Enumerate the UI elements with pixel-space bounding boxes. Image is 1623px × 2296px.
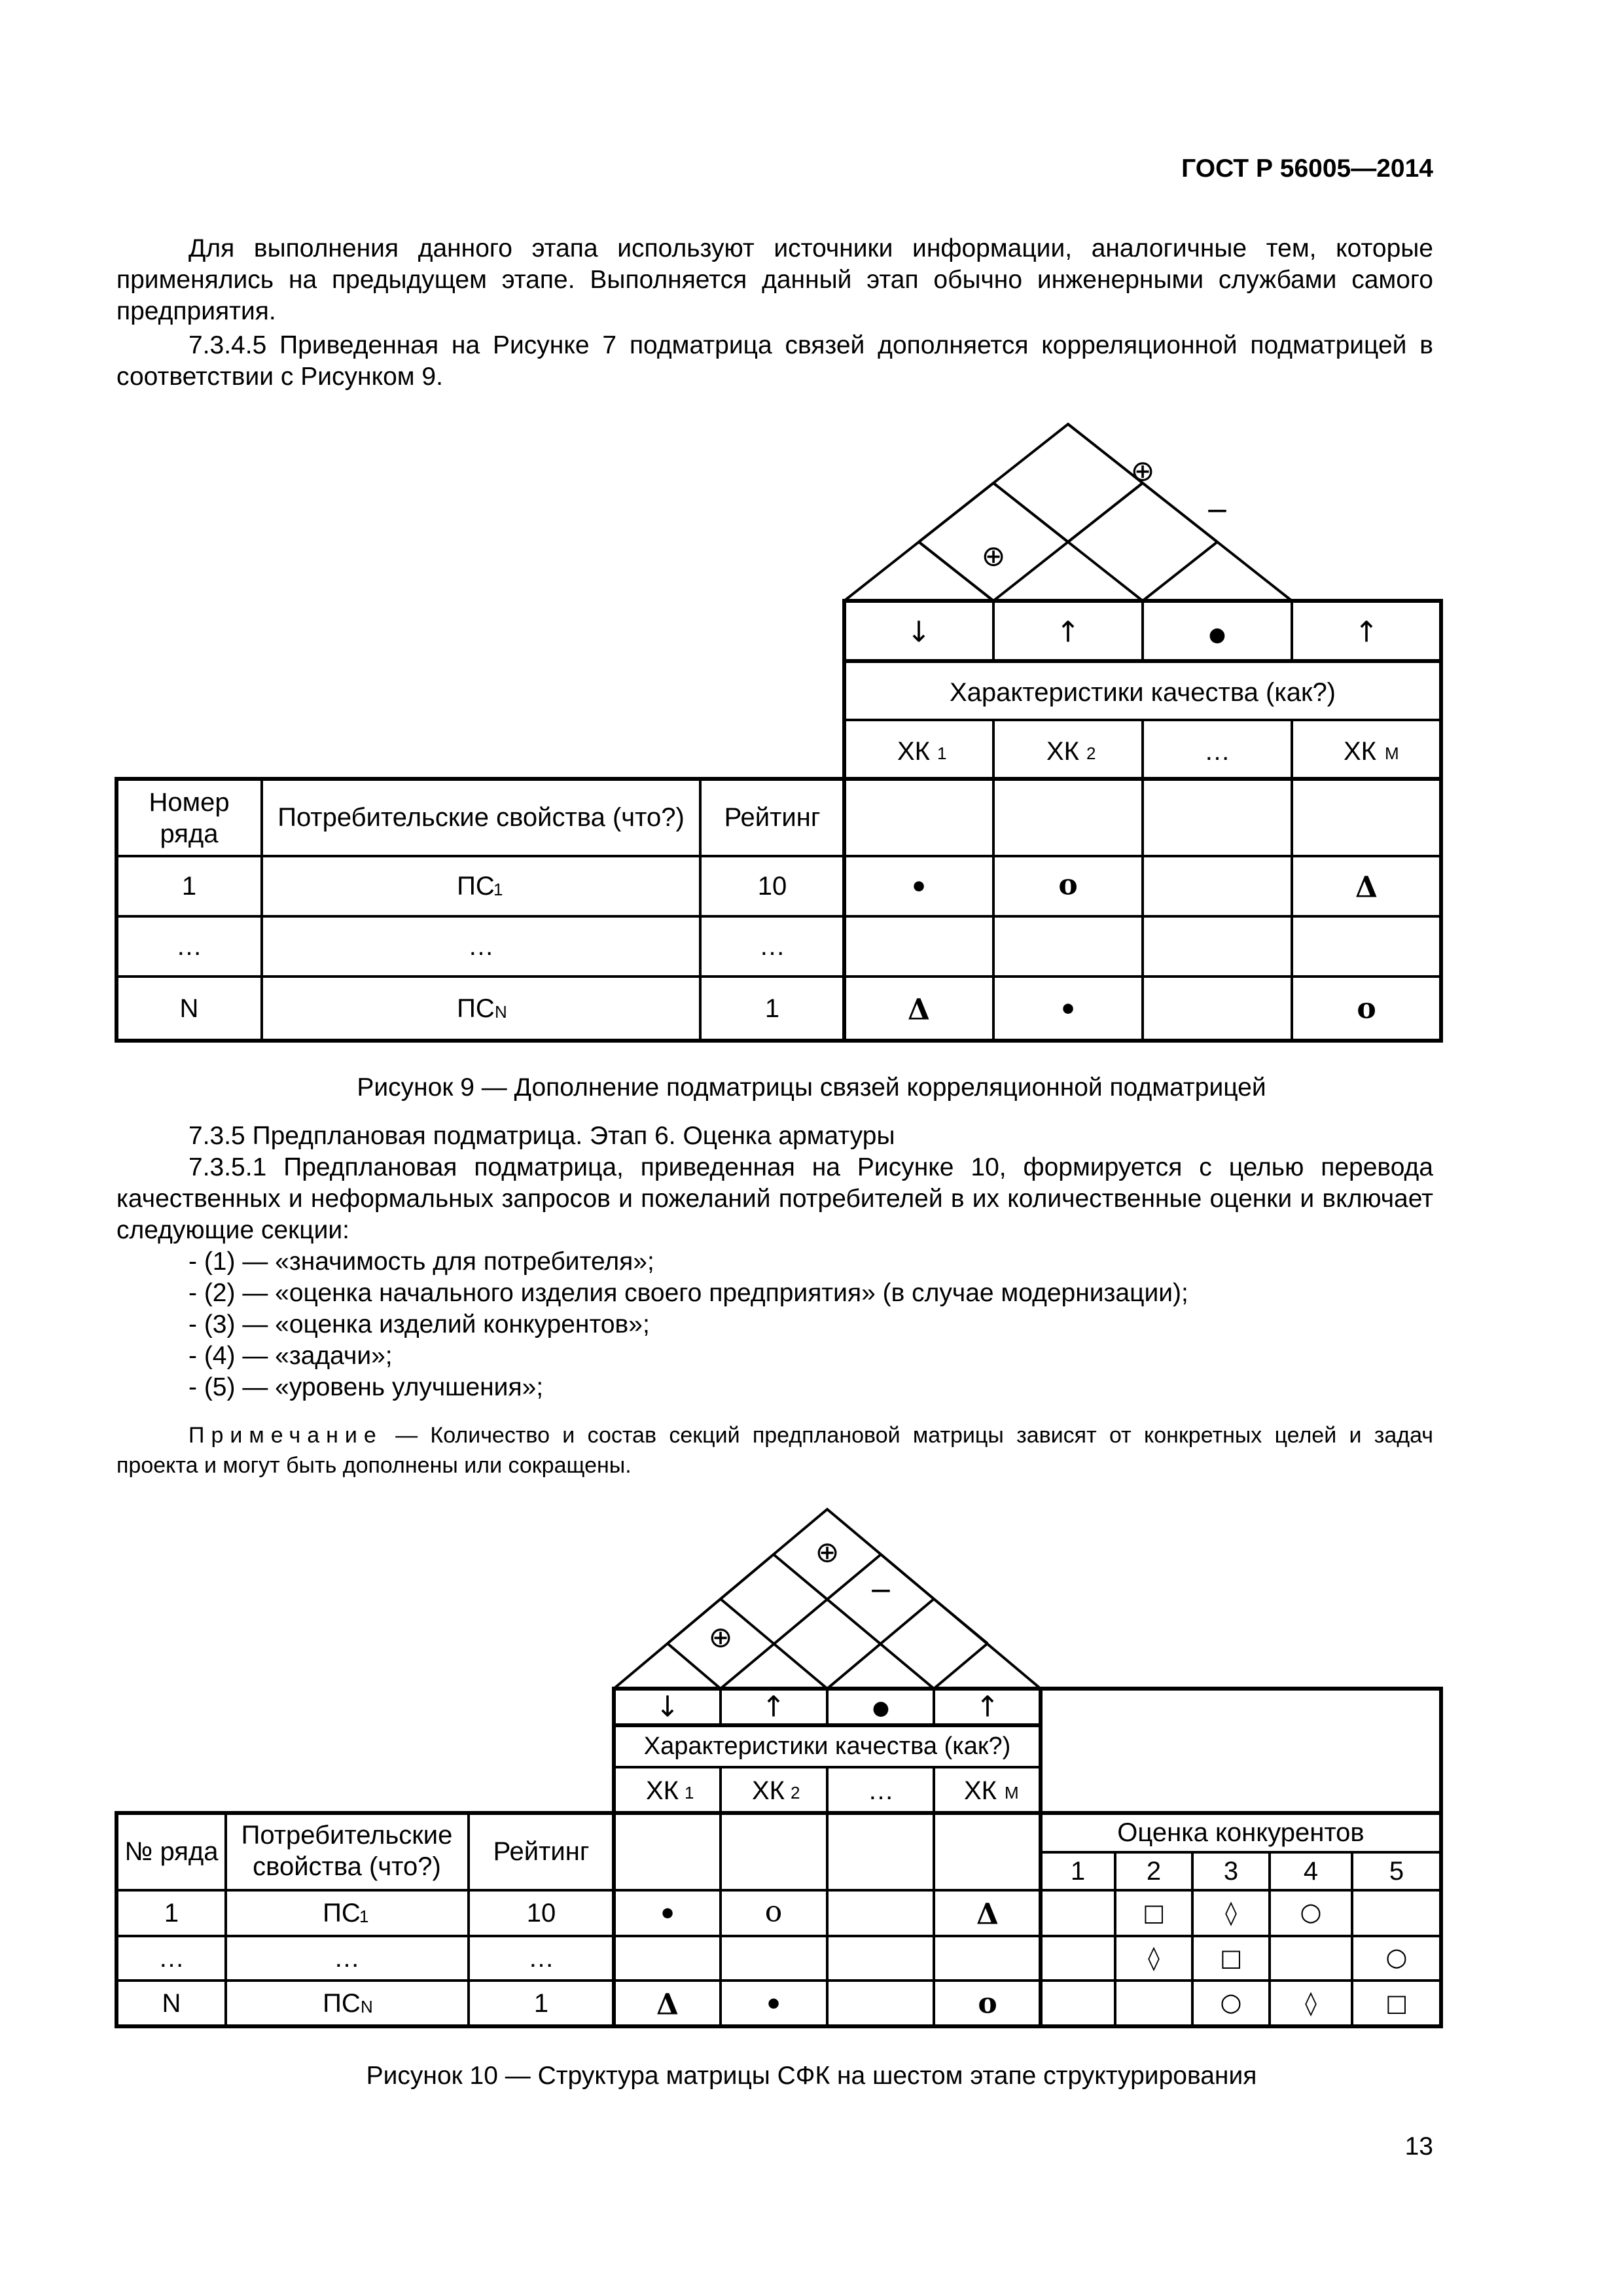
row-n-cell-2: • [764,1988,783,2022]
section-title: 7.3.5 Предплановая подматрица. Этап 6. Оценка арматуры [188,1122,895,1150]
row-ellipsis-prop: … [334,1944,360,1973]
row-ellipsis-no: … [158,1944,185,1973]
roof-symbol-top: ⊕ [815,1535,840,1570]
competitor-number-1: 1 [1070,1857,1086,1886]
row-ellipsis-no: … [176,932,202,961]
note-text: — Количество и состав секций предплановой матрицы зависят от конкретных целей и задач проекта и могут быть дополнены или сокращены. [116,1423,1433,1478]
row-n-comp-3: ○ [1220,1988,1242,2017]
hk-subscript-1: 1 [685,1783,694,1803]
competitor-number-3: 3 [1223,1857,1239,1886]
page-number: 13 [1404,2132,1433,2161]
row-n-cell-4: o [1357,992,1376,1026]
row-1-no: 1 [181,872,197,901]
hk-subscript-m: M [1385,744,1399,763]
row-no-header-line1: Номер [149,788,230,817]
row-ellipsis-rating: … [528,1944,554,1973]
standard-id: ГОСТ Р 56005—2014 [1181,154,1433,183]
row-ellipsis-rating: … [759,932,785,961]
direction-down-icon: ↓ [906,615,931,649]
direction-up-icon: ↑ [1056,615,1080,649]
hows-title: Характеристики качества (как?) [643,1732,1011,1760]
row-1-cell-2: o [764,1895,783,1929]
hk-header-2: ХК [752,1776,785,1805]
hk-header-2: ХК [1046,737,1079,766]
hows-title: Характеристики качества (как?) [949,678,1336,707]
direction-up-icon: ↑ [761,1690,786,1724]
roof-symbol-right: − [1205,493,1230,528]
row-n-prop-sub: N [495,1002,507,1022]
intro-paragraph-2: 7.3.4.5 Приведенная на Рисунке 7 подматрица связей дополняется корреляционной подматрицей в соответствии с Рисунком 9. [116,331,1433,391]
figure-9-caption: Рисунок 9 — Дополнение подматрицы связей корреляционной подматрицей [357,1073,1266,1102]
direction-up-icon: ↑ [1354,615,1379,649]
row-1-comp-2: □ [1142,1899,1166,1927]
row-no-header: № ряда [124,1837,219,1866]
row-n-rating: 1 [764,994,780,1023]
row-1-cell-1: • [658,1897,677,1931]
hk-header-m: ХК [964,1776,997,1805]
whats-header-line1: Потребительские [241,1821,453,1850]
row-n-rating: 1 [533,1989,549,2018]
row-1-rating: 10 [757,872,787,901]
whats-header: Потребительские свойства (что?) [277,803,685,832]
whats-header-line2: свойства (что?) [253,1852,441,1881]
list-item-2: - (2) — «оценка начального изделия своего предприятия» (в случае модернизации); [188,1279,1188,1307]
roof-symbol-left: ⊕ [981,539,1006,573]
row-1-rating: 10 [526,1899,556,1928]
row-ellipsis-comp-5: ○ [1385,1943,1408,1971]
hk-subscript-2: 2 [1086,744,1096,763]
direction-up-icon: ↑ [975,1690,1000,1724]
row-n-prop: ПС [323,1989,361,2018]
note-label: Примечание [188,1423,383,1448]
row-1-comp-3: ◊ [1225,1899,1237,1927]
row-1-prop: ПС [323,1899,361,1928]
row-ellipsis-prop: … [468,932,494,961]
row-1-cell-2: o [1058,868,1078,902]
hk-subscript-m: M [1005,1783,1019,1803]
row-n-comp-4: ◊ [1305,1990,1317,2017]
row-1-cell-4: Δ [1355,870,1378,905]
row-1-prop-sub: 1 [359,1907,369,1926]
row-n-no: N [162,1989,181,2018]
list-item-5: - (5) — «уровень улучшения»; [188,1373,544,1401]
direction-down-icon: ↓ [655,1690,680,1724]
competitors-title: Оценка конкурентов [1117,1818,1364,1847]
row-1-prop-sub: 1 [493,880,503,899]
direction-target-icon: ● [872,1696,890,1720]
competitor-number-5: 5 [1389,1857,1404,1886]
intro-paragraph-1: Для выполнения данного этапа используют источники информации, аналогичные тем, которые применялись на предыдущем этапе. Выполняется данный этап обычно инженерными службами самого предприятия. [116,234,1433,325]
list-item-4: - (4) — «задачи»; [188,1342,393,1370]
row-1-prop: ПС [457,872,495,901]
hk-header-1: ХК [897,737,930,766]
row-ellipsis-comp-3: □ [1219,1945,1243,1972]
direction-target-icon: ● [1208,623,1226,647]
roof-symbol-right: − [868,1573,893,1607]
rating-header: Рейтинг [493,1837,590,1866]
roof-symbol-left: ⊕ [708,1621,733,1655]
list-item-1: - (1) — «значимость для потребителя»; [188,1247,654,1276]
roof-symbol-top: ⊕ [1130,454,1155,488]
row-n-no: N [179,994,199,1023]
hk-header-m: ХК [1344,737,1376,766]
section-paragraph: 7.3.5.1 Предплановая подматрица, приведенная на Рисунке 10, формируется с целью перевода качественных и неформальных запросов и пожеланий потребителей в их количественные оценки и включает следующие секции: [116,1153,1433,1244]
hk-header-ellipsis: … [868,1776,894,1805]
row-1-comp-4: ○ [1300,1897,1322,1926]
row-1-no: 1 [164,1899,179,1928]
row-1-cell-4: Δ [976,1897,999,1931]
competitor-number-2: 2 [1146,1857,1162,1886]
row-n-prop-sub: N [361,1997,373,2017]
row-no-header-line2: ряда [160,819,219,848]
competitor-number-4: 4 [1303,1857,1319,1886]
row-n-prop: ПС [457,994,495,1023]
hk-subscript-2: 2 [791,1783,800,1803]
list-item-3: - (3) — «оценка изделий конкурентов»; [188,1310,650,1338]
row-n-cell-1: Δ [907,993,931,1027]
figure-10-caption: Рисунок 10 — Структура матрицы СФК на шестом этапе структурирования [366,2062,1257,2090]
rating-header: Рейтинг [724,803,821,832]
row-1-cell-1: • [909,870,929,905]
row-n-cell-1: Δ [656,1988,679,2022]
hk-subscript-1: 1 [937,744,947,763]
hk-header-1: ХК [646,1776,679,1805]
row-n-cell-4: o [978,1986,997,2020]
row-ellipsis-comp-2: ◊ [1148,1945,1160,1972]
row-n-cell-2: • [1058,993,1078,1027]
row-n-comp-5: □ [1385,1990,1408,2017]
hk-header-ellipsis: … [1204,737,1230,766]
